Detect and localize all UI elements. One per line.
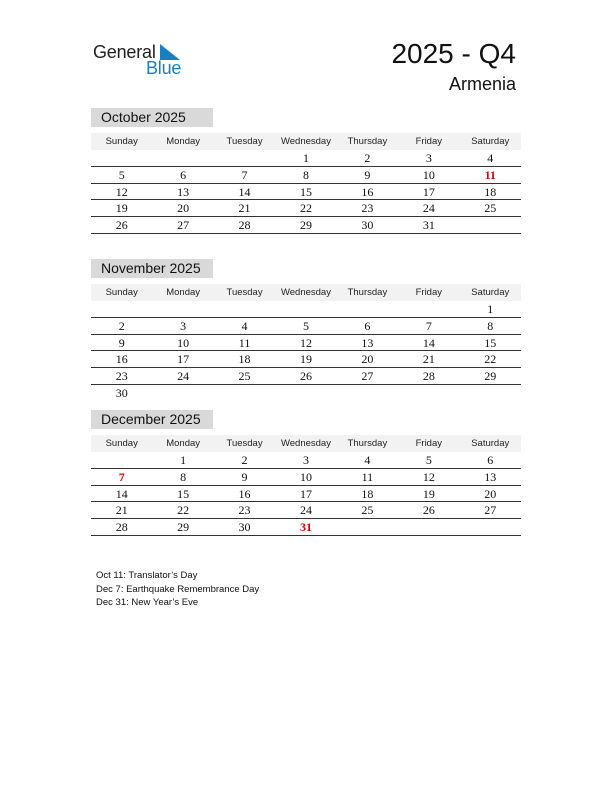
day-cell: 21 xyxy=(238,201,251,216)
weekday-label: Tuesday xyxy=(226,438,263,449)
day-cell: 3 xyxy=(180,318,187,333)
weekday-header xyxy=(91,133,521,150)
day-cell: 7 xyxy=(425,318,432,333)
day-cell: 10 xyxy=(422,167,435,182)
day-cell: 11 xyxy=(484,167,496,182)
week-row xyxy=(91,167,521,184)
day-cell: 7 xyxy=(118,469,125,484)
day-cell: 24 xyxy=(422,201,435,216)
weekday-label: Tuesday xyxy=(226,287,263,298)
day-cell: 20 xyxy=(177,201,190,216)
empty-day-cell xyxy=(214,150,275,166)
day-cell: 18 xyxy=(238,352,251,367)
empty-day-cell xyxy=(337,519,398,535)
day-cell: 14 xyxy=(115,486,128,501)
day-cell: 31 xyxy=(422,218,435,233)
month-title: November 2025 xyxy=(91,259,213,278)
empty-day-cell xyxy=(398,301,459,317)
day-cell: 27 xyxy=(361,369,374,384)
day-cell: 24 xyxy=(177,369,190,384)
weekday-label: Friday xyxy=(415,136,443,147)
week-row xyxy=(91,502,521,519)
day-cell: 18 xyxy=(484,184,497,199)
generalblue-logo xyxy=(93,40,193,80)
day-cell: 29 xyxy=(484,369,497,384)
day-cell: 14 xyxy=(422,335,435,350)
empty-day-cell xyxy=(460,519,521,535)
holiday-note: Dec 31: New Year’s Eve xyxy=(96,597,199,608)
month-title: December 2025 xyxy=(91,410,213,429)
day-cell: 3 xyxy=(302,453,309,467)
day-cell: 26 xyxy=(422,503,435,518)
day-cell: 28 xyxy=(115,520,128,535)
weekday-label: Saturday xyxy=(471,438,510,449)
holiday-note: Oct 11: Translator’s Day xyxy=(96,570,198,581)
weekday-label: Wednesday xyxy=(280,287,331,298)
day-cell: 13 xyxy=(484,469,497,484)
empty-day-cell xyxy=(214,385,275,402)
logo-word-blue: Blue xyxy=(146,58,182,78)
week-row xyxy=(91,318,521,335)
weekday-label: Sunday xyxy=(105,438,138,449)
day-cell: 5 xyxy=(302,318,309,333)
day-cell: 27 xyxy=(484,503,497,518)
empty-day-cell xyxy=(460,385,521,402)
day-cell: 17 xyxy=(299,486,312,501)
weekday-label: Monday xyxy=(166,287,201,298)
month-grid xyxy=(91,301,521,402)
day-cell: 22 xyxy=(299,201,312,216)
day-cell: 22 xyxy=(177,503,190,518)
weekday-label: Monday xyxy=(166,438,201,449)
day-cell: 6 xyxy=(487,453,494,467)
day-cell: 27 xyxy=(177,218,190,233)
day-cell: 19 xyxy=(115,201,128,216)
day-cell: 15 xyxy=(299,184,312,199)
day-cell: 19 xyxy=(299,352,312,367)
month-grid xyxy=(91,150,521,234)
empty-day-cell xyxy=(152,301,213,317)
day-cell: 4 xyxy=(364,453,371,467)
week-row xyxy=(91,335,521,352)
weekday-label: Thursday xyxy=(347,287,388,298)
day-cell: 2 xyxy=(118,318,125,333)
day-cell: 13 xyxy=(361,335,374,350)
day-cell: 1 xyxy=(487,302,494,316)
day-cell: 16 xyxy=(115,352,128,367)
day-cell: 20 xyxy=(361,352,374,367)
day-cell: 28 xyxy=(238,218,251,233)
weekday-label: Monday xyxy=(166,136,201,147)
logo-word-general: General xyxy=(93,42,156,62)
day-cell: 21 xyxy=(115,503,128,518)
day-cell: 6 xyxy=(364,318,371,333)
day-cell: 21 xyxy=(422,352,435,367)
day-cell: 30 xyxy=(115,385,128,400)
day-cell: 15 xyxy=(484,335,497,350)
day-cell: 4 xyxy=(241,318,248,333)
week-row xyxy=(91,200,521,217)
month-november xyxy=(91,259,521,402)
day-cell: 20 xyxy=(484,486,497,501)
empty-day-cell xyxy=(91,150,152,166)
day-cell: 2 xyxy=(364,151,371,165)
empty-day-cell xyxy=(460,217,521,233)
day-cell: 16 xyxy=(361,184,374,199)
day-cell: 26 xyxy=(115,218,128,233)
weekday-label: Thursday xyxy=(347,438,388,449)
day-cell: 2 xyxy=(241,453,248,467)
empty-day-cell xyxy=(337,301,398,317)
holiday-notes xyxy=(96,569,259,610)
day-cell: 29 xyxy=(299,218,312,233)
weekday-label: Saturday xyxy=(471,136,510,147)
empty-day-cell xyxy=(91,452,152,468)
weekday-label: Friday xyxy=(415,438,443,449)
day-cell: 6 xyxy=(180,167,187,182)
day-cell: 9 xyxy=(241,469,248,484)
empty-day-cell xyxy=(91,301,152,317)
day-cell: 9 xyxy=(364,167,371,182)
empty-day-cell xyxy=(275,385,336,402)
day-cell: 26 xyxy=(299,369,312,384)
page-title: 2025 - Q4 xyxy=(391,38,516,69)
day-cell: 5 xyxy=(425,453,432,467)
week-row xyxy=(91,486,521,503)
day-cell: 30 xyxy=(238,520,251,535)
weekday-header xyxy=(91,435,521,452)
weekday-label: Friday xyxy=(415,287,443,298)
day-cell: 14 xyxy=(238,184,251,199)
day-cell: 30 xyxy=(361,218,374,233)
day-cell: 19 xyxy=(422,486,435,501)
week-row xyxy=(91,150,521,167)
day-cell: 8 xyxy=(487,318,494,333)
empty-day-cell xyxy=(214,301,275,317)
day-cell: 10 xyxy=(299,469,312,484)
day-cell: 16 xyxy=(238,486,251,501)
day-cell: 23 xyxy=(115,369,128,384)
weekday-header xyxy=(91,284,521,301)
day-cell: 5 xyxy=(118,167,125,182)
day-cell: 10 xyxy=(177,335,190,350)
empty-day-cell xyxy=(337,385,398,402)
day-cell: 1 xyxy=(180,453,187,467)
week-row xyxy=(91,351,521,368)
empty-day-cell xyxy=(398,519,459,535)
day-cell: 9 xyxy=(118,335,125,350)
week-row xyxy=(91,452,521,469)
empty-day-cell xyxy=(152,385,213,402)
month-grid xyxy=(91,452,521,536)
weekday-label: Wednesday xyxy=(280,438,331,449)
day-cell: 11 xyxy=(361,469,374,484)
weekday-label: Sunday xyxy=(105,136,138,147)
month-october xyxy=(91,108,521,234)
day-cell: 15 xyxy=(177,486,190,501)
day-cell: 17 xyxy=(422,184,435,199)
week-row xyxy=(91,184,521,201)
week-row xyxy=(91,217,521,234)
day-cell: 3 xyxy=(425,151,432,165)
day-cell: 11 xyxy=(238,335,251,350)
week-row xyxy=(91,301,521,318)
month-december xyxy=(91,410,521,536)
day-cell: 25 xyxy=(238,369,251,384)
day-cell: 29 xyxy=(177,520,190,535)
day-cell: 22 xyxy=(484,352,497,367)
week-row xyxy=(91,385,521,402)
day-cell: 1 xyxy=(302,151,309,165)
day-cell: 13 xyxy=(177,184,190,199)
weekday-label: Thursday xyxy=(347,136,388,147)
day-cell: 18 xyxy=(361,486,374,501)
day-cell: 8 xyxy=(180,469,187,484)
weekday-label: Wednesday xyxy=(280,136,331,147)
weekday-label: Tuesday xyxy=(226,136,263,147)
week-row xyxy=(91,469,521,486)
day-cell: 12 xyxy=(422,469,435,484)
day-cell: 7 xyxy=(241,167,248,182)
day-cell: 23 xyxy=(361,201,374,216)
empty-day-cell xyxy=(152,150,213,166)
day-cell: 4 xyxy=(487,151,494,165)
day-cell: 25 xyxy=(361,503,374,518)
week-row xyxy=(91,519,521,536)
empty-day-cell xyxy=(398,385,459,402)
week-row xyxy=(91,368,521,385)
month-title: October 2025 xyxy=(91,108,213,127)
day-cell: 31 xyxy=(299,520,312,535)
weekday-label: Saturday xyxy=(471,287,510,298)
weekday-label: Sunday xyxy=(105,287,138,298)
empty-day-cell xyxy=(275,301,336,317)
day-cell: 8 xyxy=(302,167,309,182)
day-cell: 17 xyxy=(177,352,190,367)
day-cell: 24 xyxy=(299,503,312,518)
day-cell: 25 xyxy=(484,201,497,216)
day-cell: 12 xyxy=(299,335,312,350)
day-cell: 28 xyxy=(422,369,435,384)
holiday-note: Dec 7: Earthquake Remembrance Day xyxy=(96,583,260,595)
day-cell: 23 xyxy=(238,503,251,518)
country-name: Armenia xyxy=(448,74,516,94)
day-cell: 12 xyxy=(115,184,128,199)
